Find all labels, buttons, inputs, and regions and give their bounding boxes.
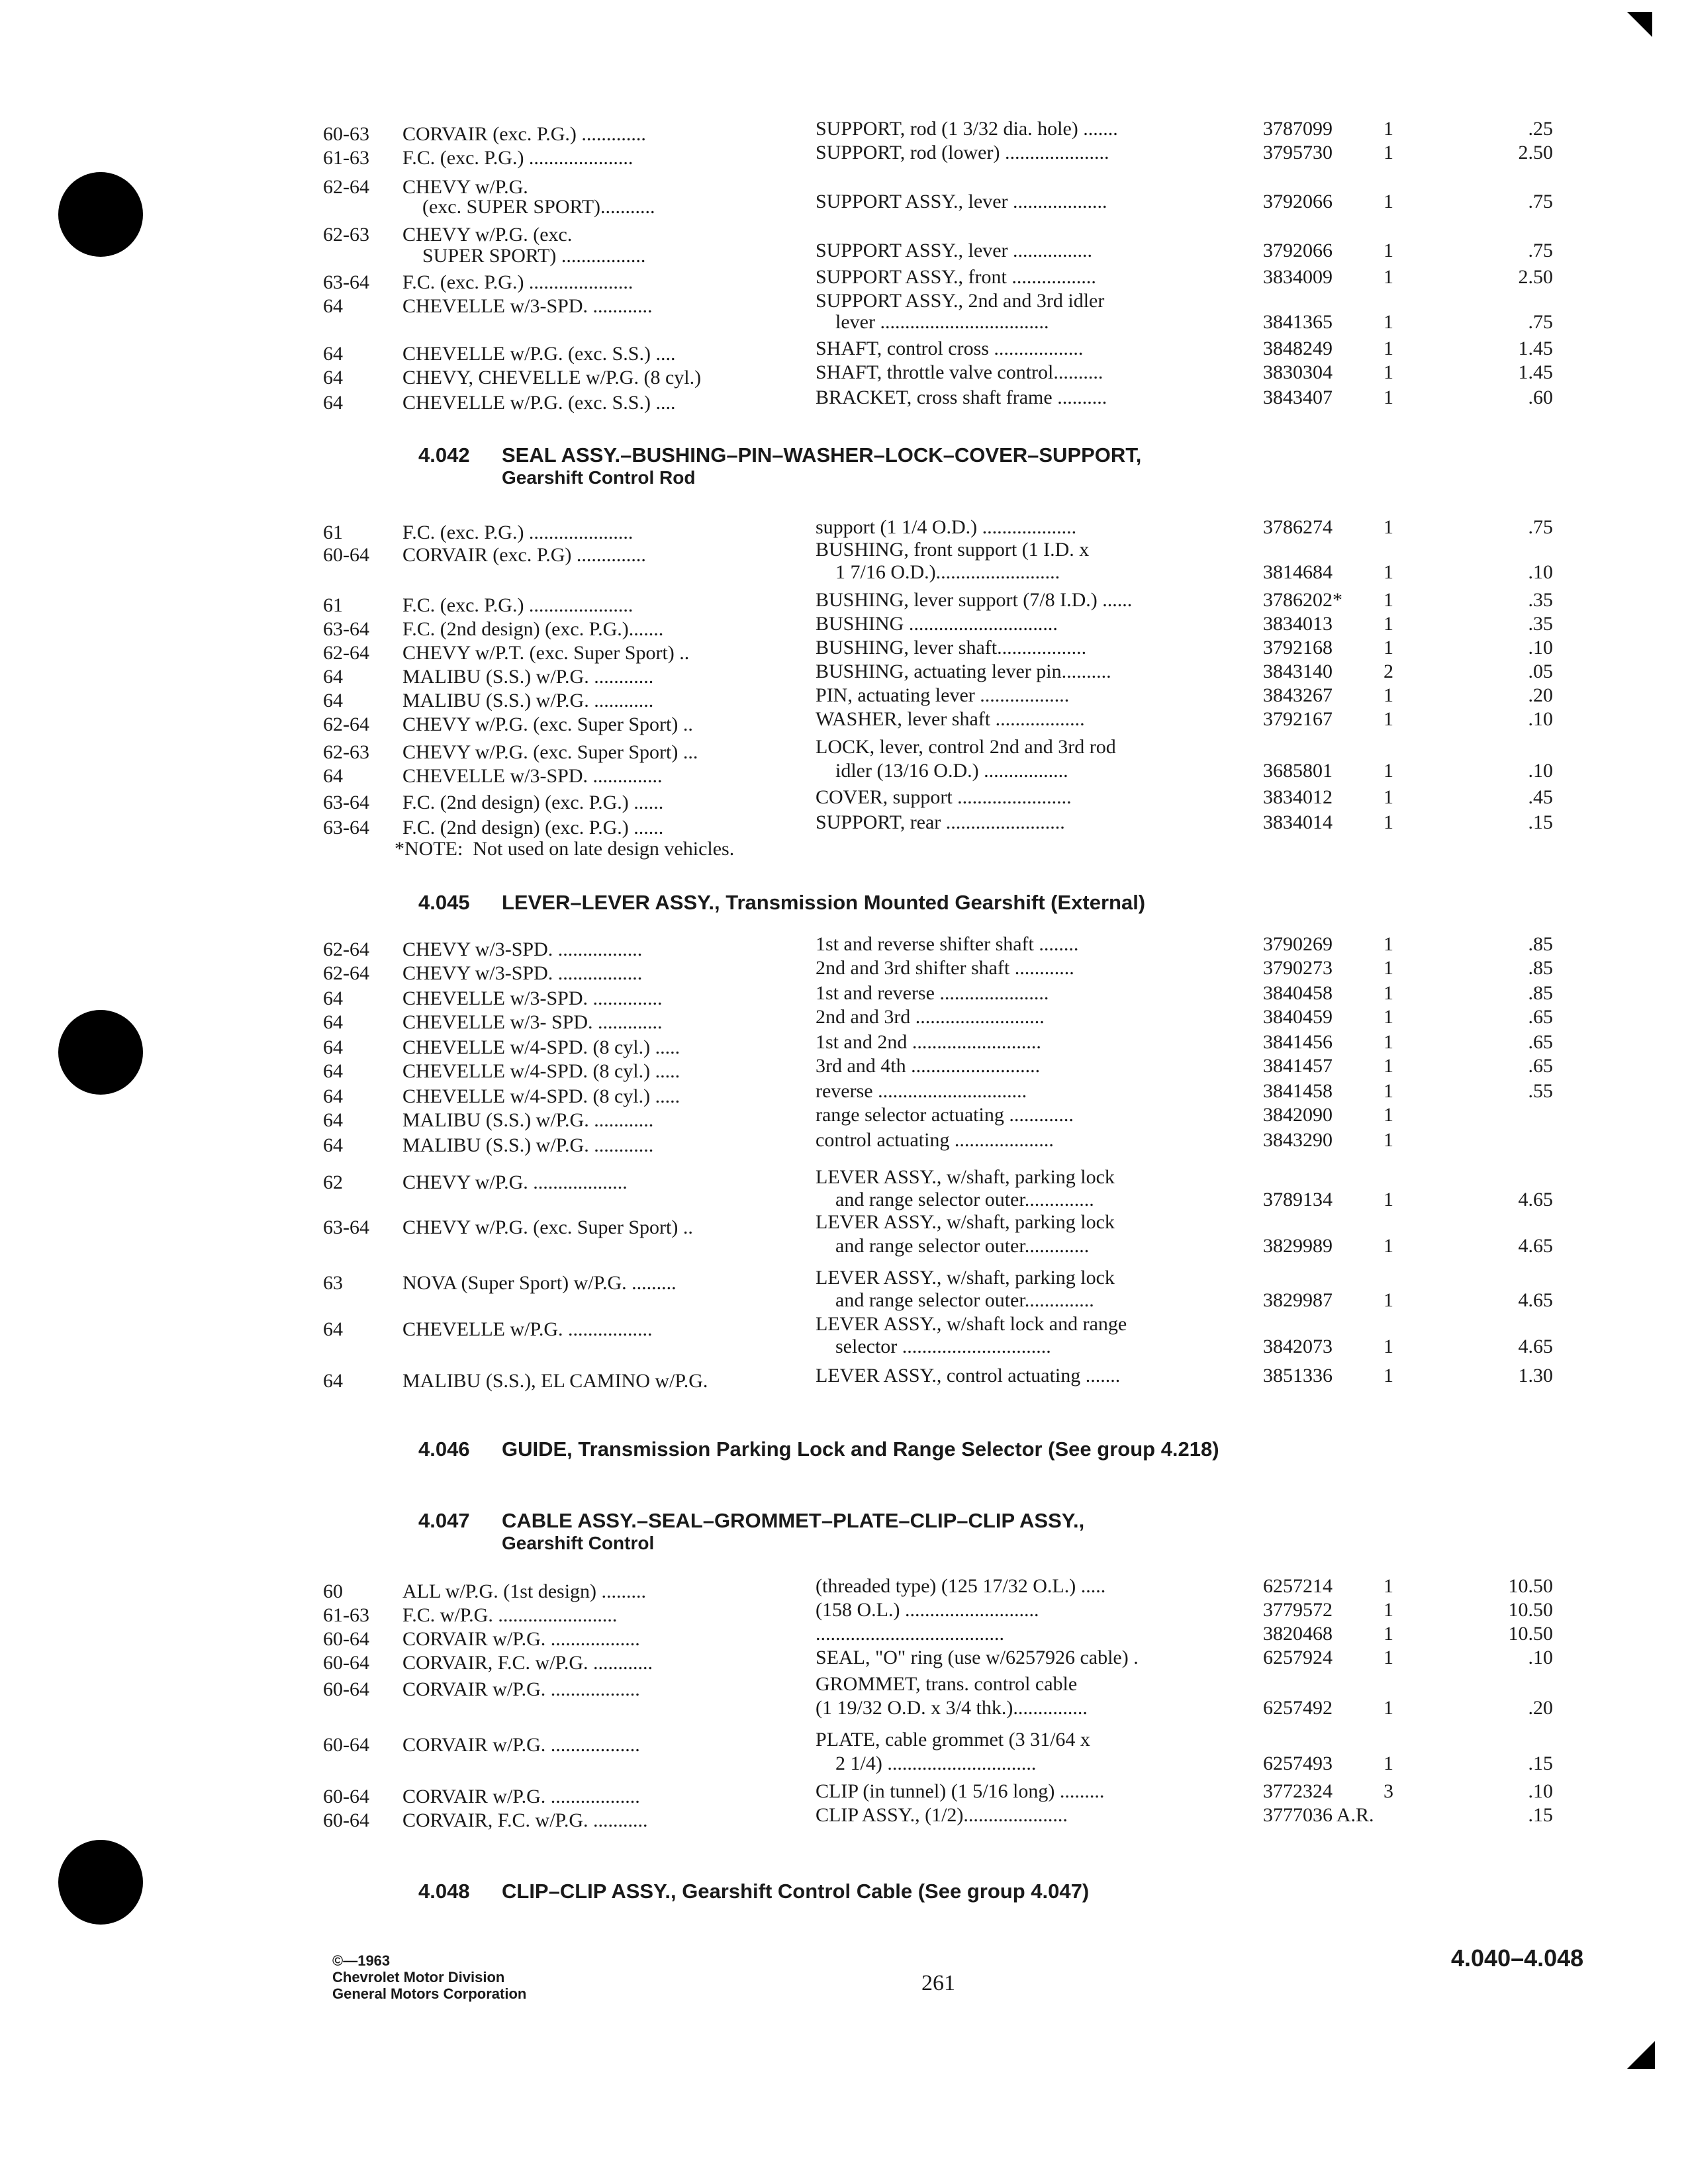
part-number: 3851336 [1263,1365,1333,1387]
year-range: 62-64 [323,713,369,735]
vehicle-model: F.C. (2nd design) (exc. P.G.)....... [402,618,664,640]
list-price: .20 [1528,684,1553,706]
vehicle-model: MALIBU (S.S.), EL CAMINO w/P.G. [402,1370,708,1392]
vehicle-model: CHEVELLE w/P.G. ................. [402,1318,653,1340]
year-range: 64 [323,367,343,388]
part-description: SUPPORT ASSY., front ................. [816,266,1096,288]
part-description: (158 O.L.) ........................... [816,1599,1039,1621]
list-price: 2.50 [1518,266,1553,288]
quantity: 1 [1383,142,1393,163]
vehicle-model: F.C. (exc. P.G.) ..................... [402,522,633,543]
part-number: 3790269 [1263,933,1333,955]
part-description: 1 7/16 O.D.)......................... [816,561,1060,583]
year-range: 64 [323,765,343,787]
part-number: 3834012 [1263,786,1333,808]
year-range: 64 [323,1085,343,1107]
part-number: 3843140 [1263,660,1333,682]
part-number: 3841365 [1263,311,1333,333]
part-description: LEVER ASSY., w/shaft, parking lock [816,1211,1115,1233]
part-description: SUPPORT, rod (1 3/32 dia. hole) ....... [816,118,1118,140]
quantity: 1 [1383,1697,1393,1719]
part-description: BUSHING, front support (1 I.D. x [816,539,1090,561]
part-description: and range selector outer.............. [816,1189,1094,1210]
vehicle-model: CORVAIR (exc. P.G) .............. [402,544,646,566]
list-price: 10.50 [1508,1623,1553,1645]
quantity: 1 [1383,387,1393,408]
quantity: 1 [1383,118,1393,140]
list-price: .60 [1528,387,1553,408]
quantity: 1 [1383,1055,1393,1077]
part-description: BRACKET, cross shaft frame .......... [816,387,1107,408]
year-range: 62-64 [323,938,369,960]
part-description: 2nd and 3rd shifter shaft ............ [816,957,1074,979]
part-description: PIN, actuating lever .................. [816,684,1070,706]
section-number: 4.047 [418,1509,470,1532]
part-description: 2nd and 3rd .......................... [816,1006,1045,1028]
quantity: 1 [1383,266,1393,288]
part-description: (threaded type) (125 17/32 O.L.) ..... [816,1575,1106,1597]
year-range: 63 [323,1272,343,1294]
list-price: .55 [1528,1080,1553,1102]
part-number: 3841458 [1263,1080,1333,1102]
vehicle-model: CHEVY w/3-SPD. ................. [402,938,643,960]
part-description: BUSHING, lever shaft.................. [816,637,1087,659]
year-range: 64 [323,1011,343,1033]
quantity: 1 [1383,516,1393,538]
year-range: 60 [323,1580,343,1602]
year-range: 60-64 [323,1734,369,1756]
part-number: 3834009 [1263,266,1333,288]
list-price: .10 [1528,637,1553,659]
vehicle-model: CORVAIR w/P.G. .................. [402,1678,640,1700]
part-description: LEVER ASSY., control actuating ....... [816,1365,1121,1387]
vehicle-model: MALIBU (S.S.) w/P.G. ............ [402,1109,654,1131]
year-range: 62-63 [323,741,369,763]
vehicle-model: F.C. (2nd design) (exc. P.G.) ...... [402,792,664,813]
part-description: SUPPORT ASSY., lever ................ [816,240,1093,261]
quantity: 1 [1383,613,1393,635]
part-number: 3787099 [1263,118,1333,140]
vehicle-model: CHEVELLE w/3-SPD. .............. [402,765,663,787]
list-price: .10 [1528,708,1553,730]
list-price: .65 [1528,1031,1553,1053]
quantity: 1 [1383,1289,1393,1311]
vehicle-model: CHEVY w/P.G. (exc. Super Sport) .. [402,713,693,735]
section-title: SEAL ASSY.–BUSHING–PIN–WASHER–LOCK–COVER–SUPPORT, [502,443,1142,467]
part-description: and range selector outer............. [816,1235,1090,1257]
vehicle-model: CHEVELLE w/4-SPD. (8 cyl.) ..... [402,1036,680,1058]
list-price: .75 [1528,516,1553,538]
vehicle-model: CHEVY w/P.G. (exc. Super Sport) ... [402,741,698,763]
year-range: 62-64 [323,176,369,198]
year-range: 60-64 [323,1628,369,1650]
quantity: 1 [1383,1365,1393,1387]
part-number: 3792167 [1263,708,1333,730]
part-number: 3830304 [1263,361,1333,383]
quantity: 1 [1383,240,1393,261]
list-price: 2.50 [1518,142,1553,163]
quantity: 1 [1383,1599,1393,1621]
part-number: 3834014 [1263,811,1333,833]
part-number: 3843267 [1263,684,1333,706]
part-number: 3792066 [1263,191,1333,212]
part-number: 6257924 [1263,1647,1333,1668]
quantity: 1 [1383,1235,1393,1257]
part-description: (1 19/32 O.D. x 3/4 thk.)............... [816,1697,1088,1719]
vehicle-model: CHEVELLE w/3- SPD. ............. [402,1011,663,1033]
list-price: .65 [1528,1006,1553,1028]
list-price: .85 [1528,933,1553,955]
part-number: 3777036 A.R. [1263,1804,1374,1826]
vehicle-model: CORVAIR w/P.G. .................. [402,1786,640,1807]
part-description: 1st and 2nd .......................... [816,1031,1041,1053]
list-price: 10.50 [1508,1599,1553,1621]
part-description: CLIP (in tunnel) (1 5/16 long) ......... [816,1780,1105,1802]
year-range: 61 [323,594,343,616]
quantity: 1 [1383,708,1393,730]
list-price: .75 [1528,311,1553,333]
year-range: 60-64 [323,544,369,566]
list-price: 4.65 [1518,1289,1553,1311]
part-number: 3795730 [1263,142,1333,163]
vehicle-model: CHEVELLE w/3-SPD. .............. [402,987,663,1009]
part-number: 3842073 [1263,1336,1333,1357]
footnote: *NOTE: Not used on late design vehicles. [395,838,735,860]
part-description: LOCK, lever, control 2nd and 3rd rod [816,736,1116,758]
part-number: 3792066 [1263,240,1333,261]
part-description: range selector actuating ............. [816,1104,1074,1126]
section-number: 4.048 [418,1880,470,1903]
quantity: 1 [1383,1575,1393,1597]
year-range: 63-64 [323,271,369,293]
quantity: 3 [1383,1780,1393,1802]
part-number: 3848249 [1263,338,1333,359]
page-range: 4.040–4.048 [1451,1944,1584,1972]
year-range: 60-64 [323,1652,369,1674]
vehicle-model: F.C. (exc. P.G.) ..................... [402,147,633,169]
part-description: support (1 1/4 O.D.) ................... [816,516,1077,538]
year-range: 64 [323,666,343,688]
quantity: 1 [1383,1189,1393,1210]
part-description: GROMMET, trans. control cable [816,1673,1078,1695]
vehicle-model: ALL w/P.G. (1st design) ......... [402,1580,647,1602]
list-price: .65 [1528,1055,1553,1077]
year-range: 64 [323,1060,343,1082]
year-range: 64 [323,295,343,317]
year-range: 64 [323,392,343,414]
year-range: 64 [323,1036,343,1058]
year-range: 64 [323,1109,343,1131]
list-price: .85 [1528,982,1553,1004]
list-price: .35 [1528,589,1553,611]
vehicle-model: CHEVY w/3-SPD. ................. [402,962,643,984]
list-price: .75 [1528,240,1553,261]
quantity: 1 [1383,811,1393,833]
section-number: 4.045 [418,891,470,914]
year-range: 63-64 [323,792,369,813]
section-number: 4.042 [418,443,470,467]
punch-hole-bottom [58,1840,143,1925]
part-description: 2 1/4) .............................. [816,1752,1037,1774]
part-number: 3779572 [1263,1599,1333,1621]
quantity: 1 [1383,589,1393,611]
quantity: 1 [1383,684,1393,706]
part-description: selector .............................. [816,1336,1051,1357]
part-description: SUPPORT ASSY., lever ................... [816,191,1107,212]
part-description: SUPPORT, rod (lower) ..................... [816,142,1109,163]
list-price: .85 [1528,957,1553,979]
vehicle-model: CHEVY w/P.G. (exc. [402,224,573,246]
part-number: 3685801 [1263,760,1333,782]
list-price: 1.45 [1518,338,1553,359]
copyright-line-3: General Motors Corporation [332,1985,527,2002]
section-title: GUIDE, Transmission Parking Lock and Range Selector (See group 4.218) [502,1437,1219,1461]
vehicle-model: NOVA (Super Sport) w/P.G. ......... [402,1272,677,1294]
part-number: 3840458 [1263,982,1333,1004]
year-range: 64 [323,1134,343,1156]
vehicle-model: CORVAIR, F.C. w/P.G. ............ [402,1652,653,1674]
list-price: .15 [1528,1804,1553,1826]
vehicle-model: CHEVELLE w/3-SPD. ............ [402,295,653,317]
vehicle-model: CHEVY w/P.G. ................... [402,1171,628,1193]
vehicle-model: CHEVY w/P.G. (exc. Super Sport) .. [402,1216,693,1238]
part-number: 3772324 [1263,1780,1333,1802]
quantity: 1 [1383,191,1393,212]
vehicle-model: CORVAIR, F.C. w/P.G. ........... [402,1809,648,1831]
part-description: ...................................... [816,1623,1004,1645]
vehicle-model: CORVAIR (exc. P.G.) ............. [402,123,646,145]
vehicle-model: F.C. (2nd design) (exc. P.G.) ...... [402,817,664,839]
part-number: 3841457 [1263,1055,1333,1077]
list-price: 1.30 [1518,1365,1553,1387]
list-price: .05 [1528,660,1553,682]
part-description: LEVER ASSY., w/shaft, parking lock [816,1267,1115,1289]
vehicle-model: CHEVELLE w/P.G. (exc. S.S.) .... [402,343,676,365]
vehicle-model: MALIBU (S.S.) w/P.G. ............ [402,1134,654,1156]
vehicle-model: (exc. SUPER SPORT)........... [402,196,655,218]
vehicle-model: F.C. (exc. P.G.) ..................... [402,594,633,616]
vehicle-model: F.C. w/P.G. ........................ [402,1604,618,1626]
year-range: 62 [323,1171,343,1193]
part-description: 3rd and 4th .......................... [816,1055,1041,1077]
quantity: 1 [1383,338,1393,359]
part-description: CLIP ASSY., (1/2)..................... [816,1804,1068,1826]
year-range: 62-63 [323,224,369,246]
part-description: LEVER ASSY., w/shaft, parking lock [816,1166,1115,1188]
quantity: 1 [1383,957,1393,979]
list-price: .10 [1528,1780,1553,1802]
part-number: 3786274 [1263,516,1333,538]
part-description: SHAFT, control cross .................. [816,338,1084,359]
year-range: 60-64 [323,1678,369,1700]
copyright-line-1: ©—1963 [332,1952,391,1969]
quantity: 1 [1383,760,1393,782]
quantity: 1 [1383,1623,1393,1645]
part-description: LEVER ASSY., w/shaft lock and range [816,1313,1127,1335]
part-number: 3790273 [1263,957,1333,979]
quantity: 1 [1383,1752,1393,1774]
vehicle-model: CORVAIR w/P.G. .................. [402,1734,640,1756]
list-price: .25 [1528,118,1553,140]
part-number: 3829989 [1263,1235,1333,1257]
part-description: SUPPORT, rear ........................ [816,811,1065,833]
part-description: PLATE, cable grommet (3 31/64 x [816,1729,1090,1751]
section-subtitle: Gearshift Control [502,1533,655,1553]
list-price: .20 [1528,1697,1553,1719]
quantity: 1 [1383,1129,1393,1151]
year-range: 64 [323,987,343,1009]
year-range: 62-64 [323,962,369,984]
part-number: 6257214 [1263,1575,1333,1597]
list-price: .10 [1528,561,1553,583]
list-price: .75 [1528,191,1553,212]
part-number: 3786202* [1263,589,1342,611]
part-number: 3834013 [1263,613,1333,635]
quantity: 1 [1383,1647,1393,1668]
part-number: 3843407 [1263,387,1333,408]
year-range: 63-64 [323,618,369,640]
list-price: .10 [1528,1647,1553,1668]
part-description: BUSHING .............................. [816,613,1058,635]
list-price: .15 [1528,811,1553,833]
vehicle-model: CHEVELLE w/4-SPD. (8 cyl.) ..... [402,1060,680,1082]
part-number: 3840459 [1263,1006,1333,1028]
part-number: 6257492 [1263,1697,1333,1719]
year-range: 63-64 [323,1216,369,1238]
vehicle-model: SUPER SPORT) ................. [402,245,646,267]
vehicle-model: CHEVELLE w/4-SPD. (8 cyl.) ..... [402,1085,680,1107]
part-description: SUPPORT ASSY., 2nd and 3rd idler [816,290,1105,312]
year-range: 60-64 [323,1809,369,1831]
part-number: 3814684 [1263,561,1333,583]
part-number: 3820468 [1263,1623,1333,1645]
quantity: 1 [1383,1006,1393,1028]
quantity: 1 [1383,786,1393,808]
year-range: 62-64 [323,642,369,664]
list-price: 4.65 [1518,1336,1553,1357]
list-price: 1.45 [1518,361,1553,383]
year-range: 61-63 [323,1604,369,1626]
part-description: reverse .............................. [816,1080,1027,1102]
year-range: 64 [323,1370,343,1392]
quantity: 1 [1383,982,1393,1004]
quantity: 1 [1383,561,1393,583]
vehicle-model: CHEVY, CHEVELLE w/P.G. (8 cyl.) [402,367,702,388]
part-number: 3843290 [1263,1129,1333,1151]
part-description: BUSHING, actuating lever pin.......... [816,660,1111,682]
part-description: lever .................................. [816,311,1049,333]
list-price: .15 [1528,1752,1553,1774]
vehicle-model: CHEVY w/P.T. (exc. Super Sport) .. [402,642,690,664]
copyright-line-2: Chevrolet Motor Division [332,1969,505,1985]
punch-hole-middle [58,1010,143,1095]
section-subtitle: Gearshift Control Rod [502,467,696,488]
list-price: 10.50 [1508,1575,1553,1597]
list-price: .45 [1528,786,1553,808]
vehicle-model: MALIBU (S.S.) w/P.G. ............ [402,666,654,688]
part-description: BUSHING, lever support (7/8 I.D.) ...... [816,589,1133,611]
quantity: 1 [1383,933,1393,955]
vehicle-model: MALIBU (S.S.) w/P.G. ............ [402,690,654,711]
part-description: and range selector outer.............. [816,1289,1094,1311]
part-description: WASHER, lever shaft .................. [816,708,1085,730]
year-range: 64 [323,343,343,365]
list-price: 4.65 [1518,1235,1553,1257]
corner-mark-bottom-right [1627,2041,1655,2069]
year-range: 60-64 [323,1786,369,1807]
part-description: idler (13/16 O.D.) ................. [816,760,1068,782]
list-price: .10 [1528,760,1553,782]
quantity: 1 [1383,1104,1393,1126]
quantity: 1 [1383,361,1393,383]
part-number: 3789134 [1263,1189,1333,1210]
section-title: CLIP–CLIP ASSY., Gearshift Control Cable (See group 4.047) [502,1880,1090,1903]
part-number: 3841456 [1263,1031,1333,1053]
corner-mark-top-right [1627,12,1652,37]
quantity: 1 [1383,1080,1393,1102]
vehicle-model: CHEVELLE w/P.G. (exc. S.S.) .... [402,392,676,414]
part-description: control actuating .................... [816,1129,1054,1151]
punch-hole-top [58,172,143,257]
part-number: 3792168 [1263,637,1333,659]
section-number: 4.046 [418,1437,470,1461]
year-range: 61-63 [323,147,369,169]
quantity: 1 [1383,637,1393,659]
part-description: COVER, support ....................... [816,786,1072,808]
quantity: 1 [1383,1336,1393,1357]
quantity: 1 [1383,311,1393,333]
section-title: CABLE ASSY.–SEAL–GROMMET–PLATE–CLIP–CLIP ASSY., [502,1509,1085,1532]
year-range: 64 [323,1318,343,1340]
vehicle-model: CORVAIR w/P.G. .................. [402,1628,640,1650]
year-range: 64 [323,690,343,711]
part-description: 1st and reverse shifter shaft ........ [816,933,1079,955]
part-number: 3842090 [1263,1104,1333,1126]
part-description: 1st and reverse ...................... [816,982,1049,1004]
page-number: 261 [921,1971,955,1995]
section-title: LEVER–LEVER ASSY., Transmission Mounted Gearshift (External) [502,891,1146,914]
list-price: 4.65 [1518,1189,1553,1210]
part-description: SHAFT, throttle valve control.......... [816,361,1103,383]
vehicle-model: F.C. (exc. P.G.) ..................... [402,271,633,293]
part-number: 3829987 [1263,1289,1333,1311]
year-range: 63-64 [323,817,369,839]
year-range: 60-63 [323,123,369,145]
year-range: 61 [323,522,343,543]
list-price: .35 [1528,613,1553,635]
vehicle-model: CHEVY w/P.G. [402,176,528,198]
quantity: 1 [1383,1031,1393,1053]
quantity: 2 [1383,660,1393,682]
part-description: SEAL, "O" ring (use w/6257926 cable) . [816,1647,1139,1668]
part-number: 6257493 [1263,1752,1333,1774]
